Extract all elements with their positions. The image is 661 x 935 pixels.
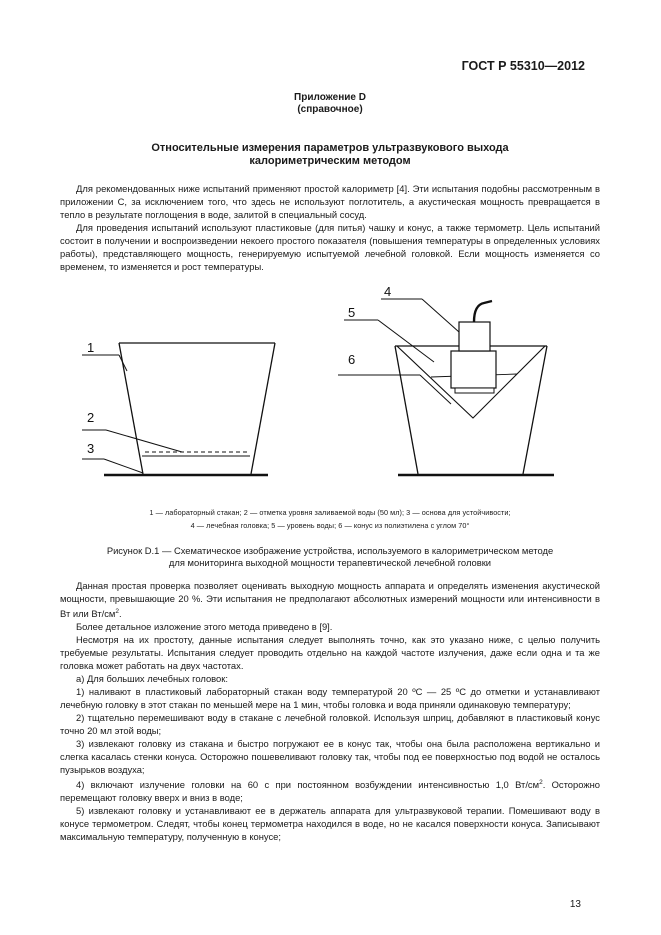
method-paragraph-1-end: . — [119, 608, 122, 620]
intro-text — [60, 182, 600, 273]
method-paragraph-4: а) Для больших лечебных головок: — [76, 673, 228, 685]
standard-header: ГОСТ Р 55310—2012 — [461, 59, 585, 73]
method-paragraph-3: Несмотря на их простоту, данные испытания следует выполнять точно, как это указано ниже, с целью получить требуемые результаты. Испытания следует проводить отдельно на каждой частоте излучения, даже если одна и та же головка может работать на двух частотах. — [60, 634, 600, 672]
superscript-2: 2 — [115, 608, 119, 615]
label-5: 5 — [348, 305, 356, 320]
label-4: 4 — [384, 284, 392, 299]
label-6: 6 — [348, 352, 356, 367]
page-number: 13 — [569, 899, 581, 910]
figure-caption — [60, 545, 600, 569]
step-4-end: . Осторожно перемещают головку вверх и вниз в воде; — [60, 779, 601, 804]
method-paragraph-1-text: Данная простая проверка позволяет оценивать выходную мощность аппарата и определять изменения акустической мощности, превышающие 20 %. Эти испытания не предполагают абсолютных измерений мощности или интенсивности в Вт или Вт/см — [60, 580, 600, 620]
step-4 — [60, 776, 600, 804]
step-5: 5) извлекают головку и устанавливают ее в держатель аппарата для ультразвуковой терапии. Помешивают воду в конусе термометром. Следят, чтобы конец термометра находился в воде, но не касался поверхности конуса. Записывают максимальную температуру, полученную в конусе; — [60, 805, 600, 843]
figure-caption-line1: Рисунок D.1 — Схематическое изображение устройства, используемого в калориметрическом методе — [106, 545, 554, 556]
label-3: 3 — [87, 441, 95, 456]
beaker-drawing — [82, 343, 275, 475]
figure-legend-line2: 4 — лечебная головка; 5 — уровень воды; 6 — конус из полиэтилена с углом 70° — [190, 521, 470, 530]
figure-caption-line2: для мониторинга выходной мощности терапевтической лечебной головки — [168, 557, 492, 568]
intro-paragraph-2: Для проведения испытаний используют пластиковые (для питья) чашку и конус, а также термометр. Цель испытаний состоит в получении и воспроизведении некоего простого показателя (повышения температуры в определенных условиях работы), представляющего мощность, генерируемую испытуемой лечебной головкой. Если мощность изменяется со временем, то изменяется и рост температуры. — [60, 222, 600, 272]
annex-name: Приложение D — [294, 92, 366, 103]
label-1: 1 — [87, 340, 95, 355]
method-text — [60, 579, 600, 843]
annex-title-line1: Относительные измерения параметров ультразвукового выхода — [151, 142, 509, 154]
annex-title — [60, 142, 600, 168]
step-1: 1) наливают в пластиковый лабораторный стакан воду температурой 20 ºC — 25 ºC до отметки и устанавливают лечебную головку в этот стакан по меньшей мере на 1 мин, чтобы головка и вода приняли одинаковую температуру; — [60, 686, 600, 711]
label-2: 2 — [87, 410, 95, 425]
annex-kind: (справочное) — [297, 104, 363, 115]
step-4-superscript: 2 — [539, 779, 543, 787]
figure-legend-line1: 1 — лабораторный стакан; 2 — отметка уровня заливаемой воды (50 мл); 3 — основа для устойчивости; — [149, 508, 511, 517]
figure-d1 — [0, 270, 661, 500]
method-paragraph-1 — [60, 579, 600, 620]
calorimeter-drawing — [338, 299, 554, 475]
intro-paragraph-1: Для рекомендованных ниже испытаний применяют простой калориметр [4]. Эти испытания подобны рассмотренным в приложении C, за исключением того, что здесь не используют поглотитель, а акустическая мощность превращается в тепло в результате поглощения в воде, залитой в специальный сосуд. — [60, 183, 600, 220]
step-4-text: 4) включают излучение головки на 60 с при постоянном возбуждении интенсивностью 1,0 Вт/см — [76, 779, 540, 791]
method-paragraph-2: Более детальное изложение этого метода приведено в [9]. — [76, 621, 333, 633]
figure-legend — [60, 506, 600, 532]
step-3: 3) извлекают головку из стакана и быстро погружают ее в конус так, чтобы она была расположена вертикально и слегка касалась стенки конуса. Осторожно пошевеливают головку так, чтобы под ее поверхностью под водой не осталось пузырьков воздуха; — [60, 738, 600, 776]
step-2: 2) тщательно перемешивают воду в стакане с лечебной головкой. Используя шприц, добавляют в пластиковый конус точно 20 мл этой воды; — [60, 712, 600, 737]
annex-title-line2: калориметрическим методом — [249, 155, 411, 167]
